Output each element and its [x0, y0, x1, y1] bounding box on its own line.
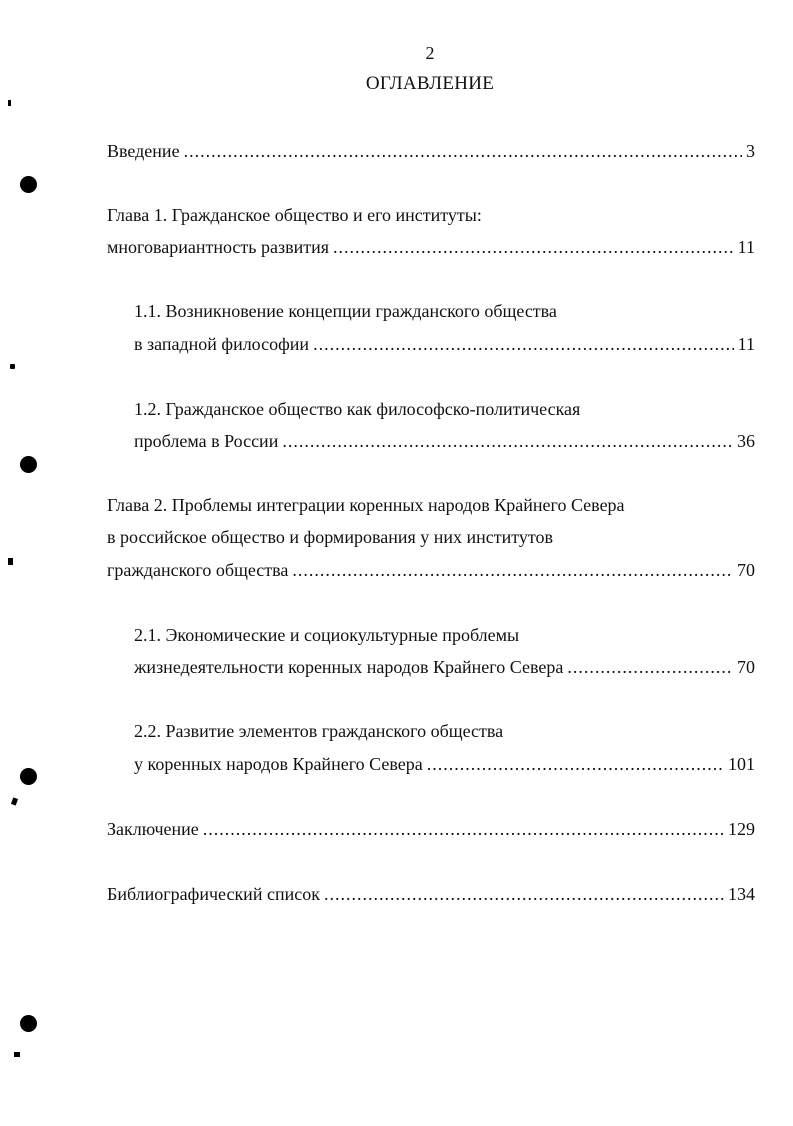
toc-page-number: 129 [728, 819, 755, 839]
toc-entry-label: Библиографический список [107, 884, 320, 904]
punch-hole [20, 176, 37, 193]
toc-page-number: 11 [737, 334, 755, 354]
toc-chapter-2-title: Глава 2. Проблемы интеграции коренных народов Крайнего Севера [107, 495, 625, 515]
dot-leader [333, 236, 734, 258]
toc-entry-conclusion[interactable] [107, 818, 755, 840]
toc-entry-section-1-2[interactable] [134, 430, 755, 452]
toc-chapter-2-title-cont: в российское общество и формирования у них институтов [107, 527, 554, 547]
toc-section-2-1-title: 2.1. Экономические и социокультурные проблемы [134, 625, 520, 645]
dot-leader [567, 656, 733, 678]
toc-entry-label: у коренных народов Крайнего Севера [134, 754, 423, 774]
dot-leader [292, 559, 733, 581]
toc-entry-section-2-2[interactable] [134, 753, 755, 775]
page-title: ОГЛАВЛЕНИЕ [365, 73, 495, 94]
scan-speck [14, 1052, 20, 1057]
punch-hole [20, 1015, 37, 1032]
toc-chapter-1-title: Глава 1. Гражданское общество и его институты: [107, 205, 482, 225]
toc-entry-label: проблема в России [134, 431, 279, 451]
toc-section-1-1-title: 1.1. Возникновение концепции гражданского общества [134, 301, 557, 321]
toc-section-1-2-title: 1.2. Гражданское общество как философско-политическая [134, 399, 581, 419]
scan-speck [8, 558, 13, 565]
dot-leader [282, 430, 733, 452]
toc-page-number: 134 [728, 884, 755, 904]
toc-entry-label: многовариантность развития [107, 237, 329, 257]
dot-leader [427, 753, 724, 775]
scan-speck [10, 364, 15, 369]
toc-entry-label: гражданского общества [107, 560, 289, 580]
page-number: 2 [425, 43, 435, 63]
toc-page-number: 3 [746, 141, 755, 161]
dot-leader [203, 818, 724, 840]
toc-entry-bibliography[interactable] [107, 883, 755, 905]
toc-entry-label: Заключение [107, 819, 199, 839]
toc-entry-intro[interactable] [107, 140, 755, 162]
punch-hole [20, 456, 37, 473]
toc-page-number: 70 [737, 560, 755, 580]
scan-speck [11, 797, 18, 805]
toc-entry-section-2-1[interactable] [134, 656, 755, 678]
toc-entry-label: в западной философии [134, 334, 310, 354]
punch-hole [20, 768, 37, 785]
dot-leader [324, 883, 724, 905]
toc-entry-label: жизнедеятельности коренных народов Крайнего Севера [134, 657, 564, 677]
toc-section-2-2-title: 2.2. Развитие элементов гражданского общества [134, 721, 504, 741]
toc-page-number: 70 [737, 657, 755, 677]
dot-leader [313, 333, 734, 355]
toc-page-number: 11 [737, 237, 755, 257]
toc-entry-chapter-1[interactable] [107, 236, 755, 258]
toc-entry-chapter-2[interactable] [107, 559, 755, 581]
dot-leader [184, 140, 742, 162]
toc-entry-label: Введение [107, 141, 180, 161]
toc-page-number: 36 [737, 431, 755, 451]
toc-entry-section-1-1[interactable] [134, 333, 755, 355]
toc-page-number: 101 [728, 754, 755, 774]
scan-speck [8, 100, 11, 106]
